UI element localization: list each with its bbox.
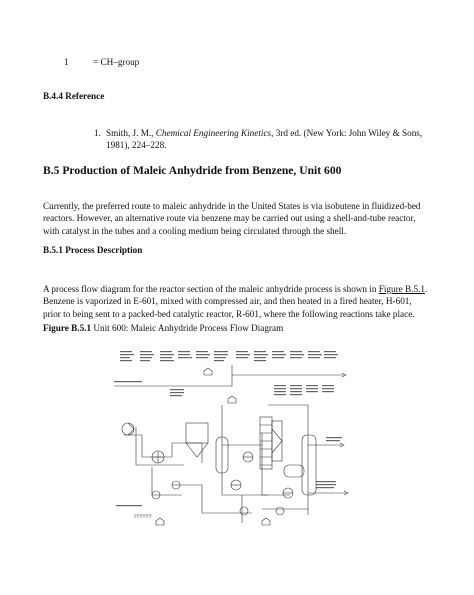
reference-book-title: Chemical Engineering Kinetics bbox=[155, 128, 272, 138]
process-description-heading: B.5.1 Process Description bbox=[43, 245, 143, 255]
figure-caption-text: Unit 600: Maleic Anhydride Process Flow Diagram bbox=[91, 323, 284, 333]
section-heading: B.5 Production of Maleic Anhydride from Benzene, Unit 600 bbox=[43, 164, 342, 177]
reference-publisher: , 3rd ed. (New York: John Wiley & Sons, bbox=[271, 128, 423, 138]
process-line: A process flow diagram for the reactor section of the maleic anhydride process is shown in Figure B.5.1. bbox=[43, 284, 428, 294]
reference-heading: B.4.4 Reference bbox=[43, 91, 105, 101]
figure-link[interactable]: Figure B.5.1 bbox=[378, 284, 425, 294]
intro-line: with catalyst in the tubes and a cooling medium being circulated through the shell. bbox=[43, 225, 347, 236]
figure-caption-label: Figure B.5.1 bbox=[43, 323, 92, 333]
legend-number: 1 bbox=[64, 57, 69, 67]
process-description-paragraph bbox=[43, 283, 431, 320]
figure-caption bbox=[43, 322, 283, 335]
intro-line: Currently, the preferred route to maleic anhydride in the United States is via isobutene in fluidized-bed bbox=[43, 201, 421, 211]
process-line: prior to being sent to a packed-bed catalytic reactor, R-601, where the following reactions take place. bbox=[43, 308, 415, 319]
process-flow-diagram bbox=[112, 345, 360, 527]
reference-item-number: 1. bbox=[94, 128, 101, 138]
intro-line: reactors. However, an alternative route via benzene may be carried out using a shell-and-tube reactor, bbox=[43, 213, 416, 224]
reference-item-line2: 1981), 224–228. bbox=[106, 140, 167, 150]
intro-paragraph bbox=[43, 200, 431, 237]
reference-authors: Smith, J. M., bbox=[106, 128, 154, 138]
legend-definition: = CH–group bbox=[93, 57, 140, 67]
process-line: Benzene is vaporized in E-601, mixed with compressed air, and then heated in a fired heater, H-601, bbox=[43, 296, 412, 307]
